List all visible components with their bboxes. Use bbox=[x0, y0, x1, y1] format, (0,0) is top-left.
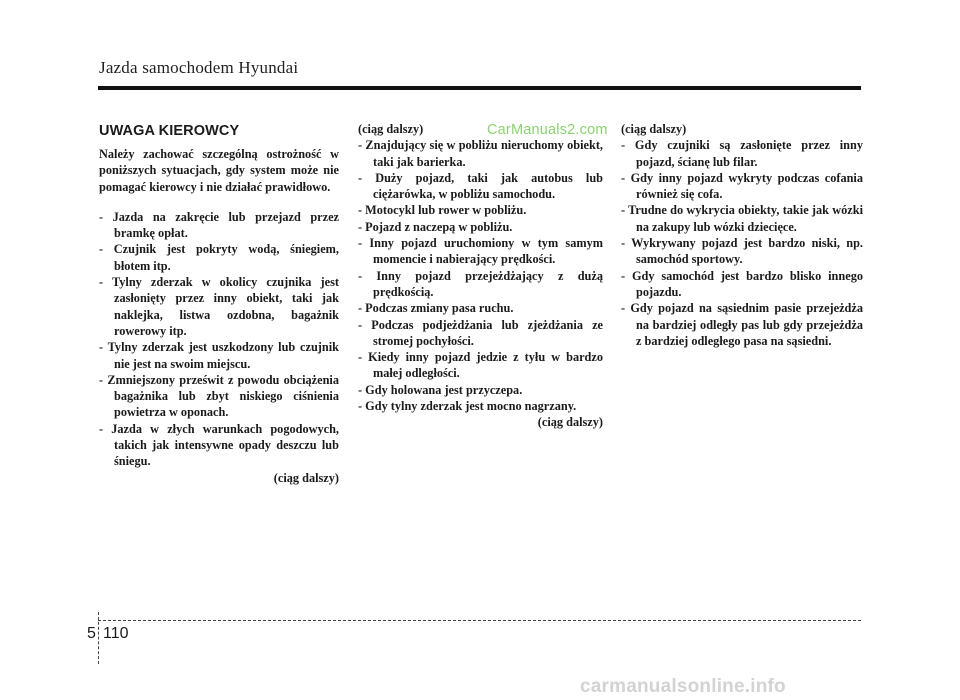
list-item: - Inny pojazd przejeżdżający z dużą prędkością. bbox=[358, 268, 603, 299]
footer-divider bbox=[98, 612, 99, 664]
list-item: - Gdy pojazd na sąsiednim pasie przejeżdża na bardziej odległy pas lub gdy przejeżdża z bardziej odległego pasa na sąsiedni. bbox=[621, 301, 863, 348]
chapter-number: 5 bbox=[87, 625, 96, 642]
bullet-list bbox=[621, 137, 863, 349]
list-item: - Trudne do wykrycia obiekty, takie jak wózki na zakupy lub wózki dziecięce. bbox=[621, 203, 863, 234]
list-item: - Zmniejszony prześwit z powodu obciążenia bagażnika lub zbyt niskiego ciśnienia powietrza w oponach. bbox=[99, 372, 339, 420]
list-item: - Wykrywany pojazd jest bardzo niski, np. samochód sportowy. bbox=[621, 236, 863, 267]
list-item: - Inny pojazd uruchomiony w tym samym momencie i nabierający prędkości. bbox=[358, 236, 603, 267]
column-3 bbox=[621, 121, 863, 349]
bullet-list bbox=[99, 209, 339, 470]
list-item: - Kiedy inny pojazd jedzie z tyłu w bardzo małej odległości. bbox=[358, 350, 603, 381]
list-item: - Gdy tylny zderzak jest mocno nagrzany. bbox=[358, 399, 577, 414]
warning-intro: Należy zachować szczególną ostrożność w poniższych sytuacjach, gdy system może nie pomagać kierowcy i nie działać prawidłowo. bbox=[99, 147, 339, 194]
list-item: - Gdy samochód jest bardzo blisko innego pojazdu. bbox=[621, 268, 863, 299]
continued-label: (ciąg dalszy) bbox=[273, 470, 339, 485]
list-item: - Jazda w złych warunkach pogodowych, takich jak intensywne opady deszczu lub śniegu. bbox=[99, 421, 339, 469]
list-item: - Tylny zderzak w okolicy czujnika jest zasłonięty przez inny obiekt, taki jak naklejka, listwa ozdobna, bagażnik rowerowy itp. bbox=[99, 275, 339, 338]
list-item: - Tylny zderzak jest uszkodzony lub czujnik nie jest na swoim miejscu. bbox=[99, 340, 339, 371]
list-item: - Pojazd z naczepą w pobliżu. bbox=[358, 219, 513, 234]
continued-label: (ciąg dalszy) bbox=[537, 415, 603, 430]
running-header: Jazda samochodem Hyundai bbox=[99, 58, 299, 77]
list-item: - Czujnik jest pokryty wodą, śniegiem, błotem itp. bbox=[99, 242, 339, 273]
list-item: - Gdy holowana jest przyczepa. bbox=[358, 382, 523, 397]
bullet-list bbox=[358, 137, 603, 414]
watermark-text: CarManuals2.com bbox=[487, 122, 608, 138]
column-2 bbox=[358, 121, 603, 431]
continued-label: (ciąg dalszy) bbox=[358, 122, 424, 136]
column-1 bbox=[99, 122, 339, 486]
page-number: 110 bbox=[103, 625, 129, 642]
list-item: - Duży pojazd, taki jak autobus lub ciężarówka, w pobliżu samochodu. bbox=[358, 170, 603, 202]
list-item: - Motocykl lub rower w pobliżu. bbox=[358, 203, 527, 218]
list-item: - Gdy inny pojazd wykryty podczas cofania również się cofa. bbox=[621, 170, 863, 202]
continued-label: (ciąg dalszy) bbox=[621, 122, 687, 136]
site-watermark: carmanualsonline.info bbox=[580, 676, 786, 697]
warning-title: UWAGA KIEROWCY bbox=[99, 123, 240, 139]
list-item: - Jazda na zakręcie lub przejazd przez bramkę opłat. bbox=[99, 209, 339, 241]
list-item: - Gdy czujniki są zasłonięte przez inny pojazd, ścianę lub filar. bbox=[621, 138, 863, 169]
list-item: - Znajdujący się w pobliżu nieruchomy obiekt, taki jak barierka. bbox=[358, 138, 603, 169]
header-rule bbox=[98, 86, 861, 90]
footer-rule bbox=[98, 620, 861, 621]
list-item: - Podczas podjeżdżania lub zjeżdżania ze stromej pochyłości. bbox=[358, 317, 603, 348]
list-item: - Podczas zmiany pasa ruchu. bbox=[358, 301, 514, 316]
